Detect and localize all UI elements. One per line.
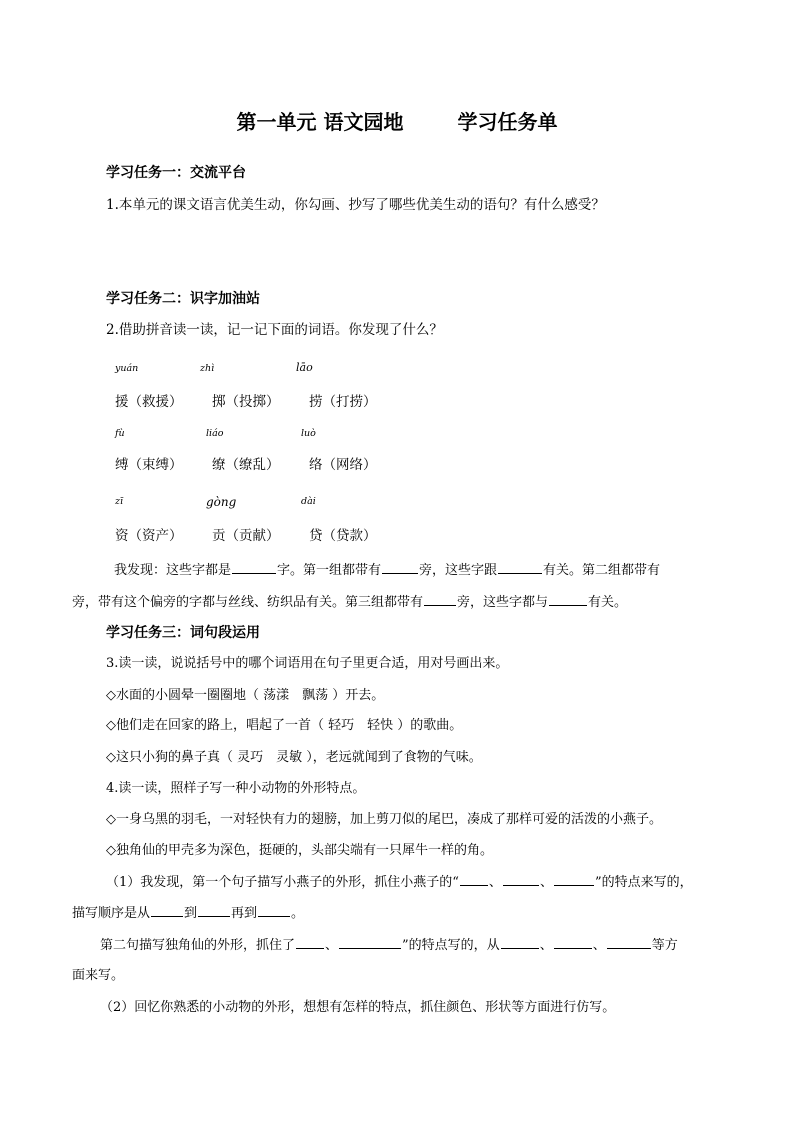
page-title bbox=[0, 106, 794, 135]
sep-4: 、 bbox=[539, 938, 553, 953]
analysis-line-3 bbox=[100, 939, 678, 952]
pinyin-gong: gòng bbox=[206, 495, 237, 509]
order-text-a: 描写顺序是从 bbox=[72, 906, 151, 921]
word-liao: 缭（缭乱） bbox=[212, 457, 280, 473]
beetle-text-a: 第二句描写独角仙的外形，抓住了 bbox=[100, 938, 296, 953]
blank-aspect-1[interactable] bbox=[501, 947, 539, 949]
blank-char-type[interactable] bbox=[232, 572, 276, 574]
discover-text-b: 字。第一组都带有 bbox=[277, 563, 382, 578]
question-4: 4.读一读，照样子写一种小动物的外形特点。 bbox=[106, 781, 366, 796]
pinyin-yuan: yuán bbox=[115, 363, 139, 374]
blank-aspect-3[interactable] bbox=[607, 947, 651, 949]
discover-text-a: 我发现：这些字都是 bbox=[114, 563, 232, 578]
sep-5: 、 bbox=[592, 938, 606, 953]
discover-line-1 bbox=[114, 564, 660, 577]
sentence-2: ◇他们走在回家的路上，唱起了一首（ 轻巧 轻快 ）的歌曲。 bbox=[106, 718, 463, 733]
blank-order-2[interactable] bbox=[198, 915, 230, 917]
blank-related-3[interactable] bbox=[549, 604, 587, 606]
word-dai: 贷（贷款） bbox=[309, 528, 377, 544]
sep-1: 、 bbox=[488, 875, 502, 890]
title-task-sheet: 学习任务单 bbox=[457, 110, 558, 134]
task3-heading: 学习任务三：词句段运用 bbox=[106, 625, 260, 641]
analysis-line-2 bbox=[72, 907, 304, 920]
task2-heading: 学习任务二：识字加油站 bbox=[106, 291, 260, 307]
blank-order-1[interactable] bbox=[151, 915, 183, 917]
pinyin-luo: luò bbox=[301, 428, 316, 439]
discover-text-g: 有关。 bbox=[588, 595, 628, 610]
pinyin-liao: liáo bbox=[206, 428, 224, 439]
analysis-line-4: 面来写。 bbox=[72, 968, 125, 983]
order-text-b: 到 bbox=[184, 906, 198, 921]
blank-feature-3[interactable] bbox=[554, 884, 594, 886]
title-unit: 第一单元 语文园地 bbox=[236, 110, 404, 134]
sep-3: 、 bbox=[325, 938, 339, 953]
blank-related-1[interactable] bbox=[498, 572, 542, 574]
order-text-d: 。 bbox=[291, 906, 305, 921]
analysis-text-end: ”的特点来写的， bbox=[594, 875, 693, 890]
discover-text-f: 旁，这些字都与 bbox=[457, 595, 549, 610]
sep-2: 、 bbox=[539, 875, 553, 890]
pinyin-zhi: zhì bbox=[200, 363, 215, 374]
word-gong: 贡（贡献） bbox=[212, 528, 280, 544]
question-2: 2.借助拼音读一读，记一记下面的词语。你发现了什么？ bbox=[106, 322, 443, 338]
example-1: ◇一身乌黑的羽毛，一对轻快有力的翅膀，加上剪刀似的尾巴，凑成了那样可爱的活泼的小燕子。 bbox=[106, 812, 662, 827]
word-fu: 缚（束缚） bbox=[115, 457, 183, 473]
analysis-text-a: （1）我发现，第一个句子描写小燕子的外形，抓住小燕子的“ bbox=[106, 875, 459, 890]
word-zhi: 掷（投掷） bbox=[212, 394, 280, 410]
pinyin-dai: dài bbox=[301, 496, 316, 507]
discover-text-d: 有关。第二组都带有 bbox=[543, 563, 661, 578]
pinyin-fu: fù bbox=[115, 428, 125, 439]
blank-radical-1[interactable] bbox=[382, 572, 418, 574]
pinyin-lao: lāo bbox=[296, 361, 313, 374]
beetle-text-c: 等方 bbox=[651, 938, 678, 953]
blank-beetle-2[interactable] bbox=[339, 947, 401, 949]
blank-feature-1[interactable] bbox=[460, 884, 488, 886]
discover-line-2 bbox=[72, 596, 627, 609]
word-yuan: 援（救援） bbox=[115, 394, 183, 410]
pinyin-zi: zī bbox=[115, 496, 124, 507]
order-text-c: 再到 bbox=[231, 906, 258, 921]
blank-feature-2[interactable] bbox=[503, 884, 539, 886]
question-1: 1.本单元的课文语言优美生动，你勾画、抄写了哪些优美生动的语句？有什么感受？ bbox=[106, 197, 605, 213]
analysis-line-1 bbox=[106, 876, 693, 889]
beetle-text-b: ”的特点写的，从 bbox=[402, 938, 500, 953]
task1-heading: 学习任务一：交流平台 bbox=[106, 165, 246, 181]
imitation-prompt: （2）回忆你熟悉的小动物的外形，想想有怎样的特点，抓住颜色、形状等方面进行仿写。 bbox=[100, 1000, 616, 1015]
sentence-1: ◇水面的小圆晕一圈圈地（ 荡漾 飘荡 ）开去。 bbox=[106, 688, 385, 703]
blank-order-3[interactable] bbox=[258, 915, 290, 917]
example-2: ◇独角仙的甲壳多为深色，挺硬的，头部尖端有一只犀牛一样的角。 bbox=[106, 843, 493, 858]
question-3: 3.读一读，说说括号中的哪个词语用在句子里更合适，用对号画出来。 bbox=[106, 656, 509, 671]
blank-beetle-1[interactable] bbox=[296, 947, 324, 949]
sentence-3: ◇这只小狗的鼻子真（ 灵巧 灵敏 ），老远就闻到了食物的气味。 bbox=[106, 750, 482, 765]
word-lao: 捞（打捞） bbox=[309, 394, 377, 410]
word-zi: 资（资产） bbox=[115, 528, 183, 544]
discover-text-c: 旁，这些字跟 bbox=[419, 563, 498, 578]
discover-text-e: 旁，带有这个偏旁的字都与丝线、纺织品有关。第三组都带有 bbox=[72, 595, 424, 610]
blank-aspect-2[interactable] bbox=[554, 947, 592, 949]
word-luo: 络（网络） bbox=[309, 457, 377, 473]
blank-radical-3[interactable] bbox=[424, 604, 456, 606]
